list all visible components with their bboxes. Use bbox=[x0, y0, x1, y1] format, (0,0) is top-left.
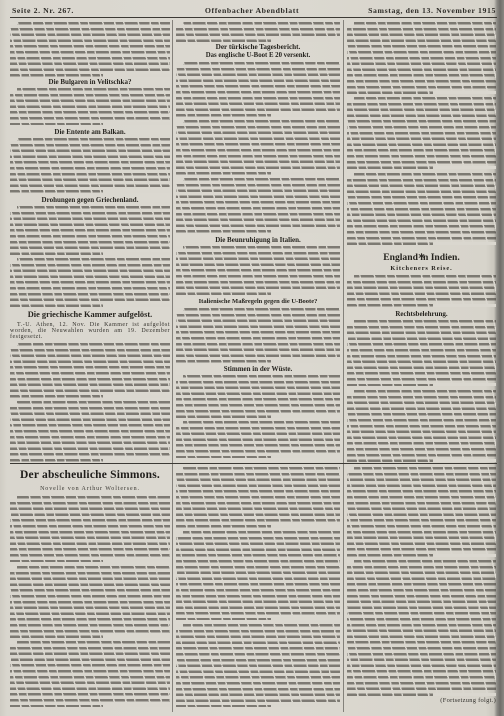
headline-indien: England in Indien. bbox=[383, 252, 460, 263]
article-text-block bbox=[10, 401, 170, 462]
article-text-block bbox=[176, 120, 340, 175]
article-text-block bbox=[10, 343, 170, 398]
article-text-block bbox=[176, 421, 340, 458]
article-text-block bbox=[10, 22, 170, 77]
article-text-block bbox=[347, 390, 496, 462]
feuilleton-text-block bbox=[347, 467, 496, 557]
header-rule bbox=[10, 17, 497, 18]
page-number: Seite 2. Nr. 267. bbox=[12, 6, 74, 15]
article-text-block bbox=[176, 308, 340, 363]
feuilleton-text-block bbox=[176, 467, 340, 528]
article-text-block bbox=[176, 22, 340, 42]
column-divider bbox=[172, 20, 173, 712]
article-text-block bbox=[347, 173, 496, 245]
headline-entente: Die Entente am Balkan. bbox=[54, 128, 126, 136]
headline-recht: Rechtsbelehrung. bbox=[395, 310, 448, 318]
column-divider bbox=[343, 20, 344, 712]
feuilleton-text-block bbox=[10, 641, 170, 707]
article-text-block bbox=[176, 246, 340, 295]
headline-massregeln: Italienische Maßregeln gegen die U-Boote? bbox=[198, 298, 318, 305]
issue-date: Samstag, den 13. November 1915 bbox=[368, 6, 496, 15]
dispatch-athen: T.-U. Athen, 12. Nov. Die Kammer ist aufgelöst worden, die Neuwahlen wurden am 19. Dezember festgesetzt. bbox=[10, 322, 170, 340]
headline-tagesbericht: Der türkische Tagesbericht. bbox=[215, 43, 301, 51]
headline-kammer: Die griechische Kammer aufgelöst. bbox=[27, 310, 153, 319]
feuilleton-text-block bbox=[10, 566, 170, 638]
headline-wueste: Stimmen in der Wüste. bbox=[223, 365, 293, 373]
article-text-block bbox=[10, 206, 170, 255]
article-text-block bbox=[347, 275, 496, 307]
article-text-block bbox=[347, 97, 496, 169]
article-text-block bbox=[347, 22, 496, 94]
continuation-note: (Fortsetzung folgt.) bbox=[440, 697, 496, 704]
feuilleton-text-block bbox=[10, 496, 170, 562]
feuilleton-text-block bbox=[176, 624, 340, 708]
subheadline-kitchener: Kitcheners Reise. bbox=[390, 265, 453, 272]
article-text-block bbox=[10, 258, 170, 307]
article-text-block bbox=[10, 88, 170, 125]
feuilleton-text-block bbox=[347, 560, 496, 696]
feuilleton-byline: Novelle von Arthur Woltersen. bbox=[40, 486, 140, 492]
headline-drohungen: Drohungen gegen Griechenland. bbox=[41, 196, 139, 204]
masthead: Offenbacher Abendblatt bbox=[204, 6, 300, 15]
article-text-block bbox=[176, 62, 340, 117]
headline-bulgaren: Die Bulgaren in Velitschka? bbox=[48, 78, 132, 86]
headline-italien: Die Beunruhigung in Italien. bbox=[215, 236, 301, 244]
article-text-block bbox=[347, 320, 496, 386]
article-text-block bbox=[10, 138, 170, 193]
feuilleton-text-block bbox=[176, 531, 340, 621]
article-text-block bbox=[176, 178, 340, 233]
feuilleton-title: Der abscheuliche Simmons. bbox=[20, 469, 160, 481]
article-text-block bbox=[176, 375, 340, 418]
feuilleton-rule bbox=[10, 463, 497, 464]
subheadline-uboot: Das englische U-Boot E 20 versenkt. bbox=[205, 52, 311, 59]
